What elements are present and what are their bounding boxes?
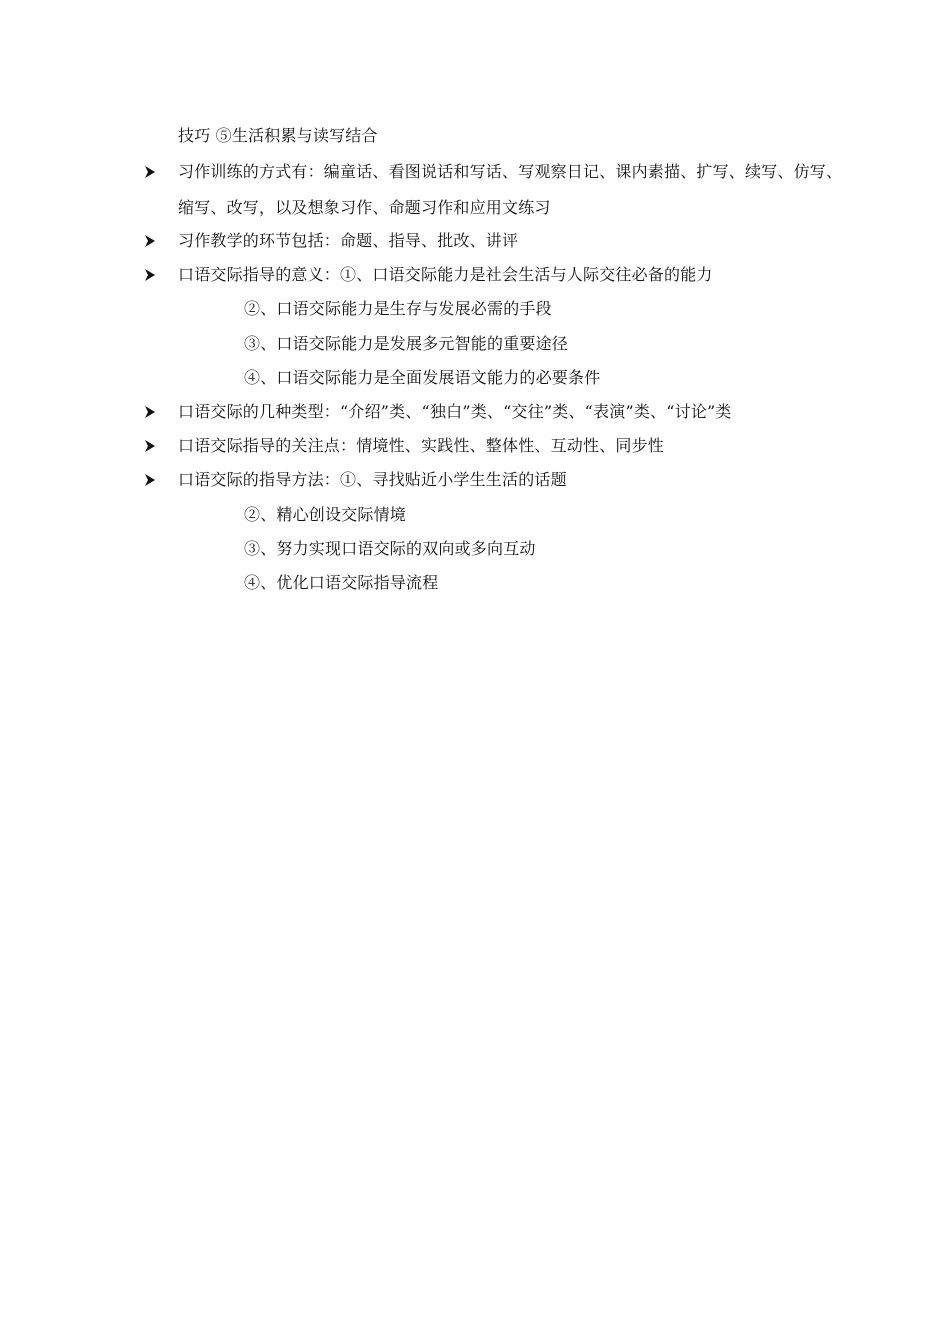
text-line: 习作训练的方式有：编童话、看图说话和写话、写观察日记、课内素描、扩写、续写、仿写、 [178,162,843,181]
arrowhead-bullet-icon [143,470,157,490]
text-line: 口语交际的指导方法：①、寻找贴近小学生生活的话题 [178,470,567,489]
text-line: 缩写、改写，以及想象习作、命题习作和应用文练习 [178,198,551,217]
text-line: 口语交际的几种类型：“介绍”类、“独白”类、“交往”类、“表演”类、“讨论”类 [178,402,732,421]
text-line: ④、口语交际能力是全面发展语文能力的必要条件 [244,368,601,387]
arrowhead-bullet-icon [143,162,157,182]
text-line: ②、口语交际能力是生存与发展必需的手段 [244,299,552,318]
text-line: 技巧 ⑤生活积累与读写结合 [178,126,378,145]
text-line: ②、精心创设交际情境 [244,505,407,524]
arrowhead-bullet-icon [143,231,157,251]
text-line: ④、优化口语交际指导流程 [244,573,439,592]
arrowhead-bullet-icon [143,265,157,285]
text-line: 习作教学的环节包括：命题、指导、批改、讲评 [178,231,519,250]
text-line: ③、努力实现口语交际的双向或多向互动 [244,539,536,558]
text-line: 口语交际指导的意义：①、口语交际能力是社会生活与人际交往必备的能力 [178,265,713,284]
arrowhead-bullet-icon [143,402,157,422]
arrowhead-bullet-icon [143,436,157,456]
text-line: ③、口语交际能力是发展多元智能的重要途径 [244,334,569,353]
text-line: 口语交际指导的关注点：情境性、实践性、整体性、互动性、同步性 [178,436,665,455]
